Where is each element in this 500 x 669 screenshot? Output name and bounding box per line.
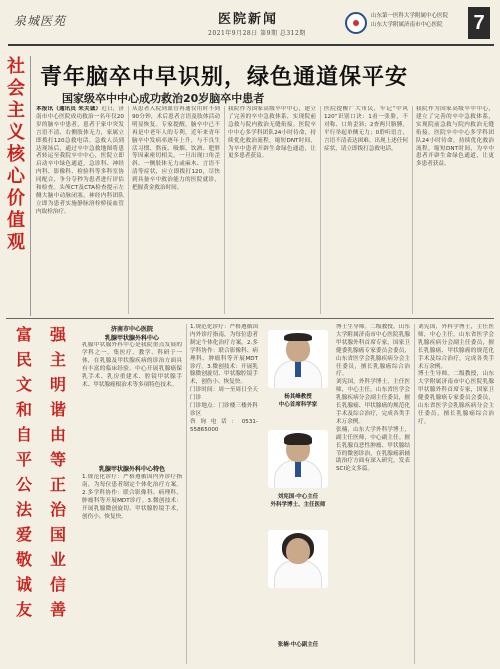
article2-col2-text: 1.规范化诊疗：严格遵循国内外诊疗指南，为每位患者制定个体化治疗方案。2.多学科协作：联合影像科、病理科、肿瘤科等开展MDT诊疗。3.微创技术：开展乳腺微创旋切、甲状腺腔镜手术，创伤小、恢复快。 [190,324,258,386]
doctor-photo-3 [268,530,328,588]
core-value-char: 和 [15,400,32,419]
core-value-char: 强 [49,325,66,344]
masthead [8,4,494,46]
page-number: 7 [468,7,490,39]
clinic-address: 门诊地点：门诊楼三楼外科诊区 [190,403,258,417]
article2-col2 [190,324,258,664]
slogan-char: 值 [7,210,25,231]
article1-col4: 医院提醒广大市民，牢记“中风120”识别口诀：1看一张脸，不对称、口角歪斜；2查两只胳膊，平行举起单侧无力；0聆听语言，言语不清表达困难。出现上述任何症状，请立即拨打急救电话。 [324,106,408,152]
divider [30,56,31,316]
slogan-char: 价 [7,188,25,209]
core-value-char: 信 [49,575,66,594]
slogan-char: 义 [7,122,25,143]
hospital-name-1: 山东第一医科大学附属中心医院 [371,13,449,19]
slogan-char: 核 [7,144,25,165]
core-value-char: 民 [15,350,32,369]
subheadline: 国家级卒中中心成功救治20岁脑卒中患者 [62,92,265,105]
hospital-name-2: 山东大学附属济南市中心医院 [371,22,443,28]
article3-p2-repeat: 刘宪国，外科学博士，主任医师，中心主任。山东省医学会乳腺疾病分会副主任委员，擅长乳腺癌、甲状腺癌的规范化手术及综合治疗，完成各类手术万余例。 [418,324,494,370]
doctor-name: 杨其峰教授 [284,394,312,400]
section-divider [6,318,494,319]
core-value-char: 由 [49,425,66,444]
divider [224,106,225,314]
article3-col1 [336,324,410,664]
core-value-char: 公 [15,475,32,494]
core-value-char: 爱 [15,525,32,544]
article2-features: 1.规范化诊疗：严格遵循国内外诊疗指南，为每位患者制定个体化治疗方案。2.多学科协作：联合影像科、病理科、肿瘤科等开展MDT诊疗。3.微创技术：开展乳腺微创旋切、甲状腺腔镜手术，创伤小、恢复快。 [82,474,182,520]
core-value-char: 文 [15,375,32,394]
article2-title [82,324,182,342]
hospital-logo-icon [345,12,367,34]
article2-intro: 乳腺甲状腺外科中心是我院重点发展的学科之一，集医疗、教学、科研于一体，在乳腺及甲状腺疾病的诊治方面具有丰富的临床经验。中心开展乳腺癌保乳手术、乳房重建术、腔镜甲状腺手术、甲状腺癌根治术等多项特色技术。 [82,342,182,388]
doctor-caption-1 [263,392,333,408]
core-values-left [8,322,40,622]
core-value-char: 敬 [15,550,32,569]
slogan-char: 会 [7,78,25,99]
article3-p1-repeat: 博士生导师。二级教授，山东大学附属济南市中心医院乳腺甲状腺外科首席专家，国家卫健委乳腺癌专家委员会委员，山东省医学会乳腺疾病分会主任委员，擅长乳腺癌综合治疗。 [418,371,494,425]
core-value-char: 等 [49,450,66,469]
article1-col1 [36,106,124,314]
core-value-char: 诚 [15,575,32,594]
headline: 青年脑卒中早识别，绿色通道保平安 [40,65,409,90]
article2-title-line1: 济南市中心医院 [110,326,153,333]
vertical-slogan [6,56,26,254]
issue-date: 2021年9月28日 第9期 总312期 [208,30,306,37]
slogan-char: 社 [7,56,25,77]
core-value-char: 主 [49,350,66,369]
divider [186,324,187,664]
core-value-char: 善 [49,600,66,619]
core-value-char: 明 [49,375,66,394]
core-value-char: 正 [49,475,66,494]
article1-col3: 我院作为国家高级卒中中心，建立了完善的卒中急救体系，实现院前急救与院内救治无缝衔接。医院卒中中心多学科团队24小时待命，持续优化救治流程，缩短DNT时间，为卒中患者开辟生命绿色通道，让更多患者获益。 [228,106,316,160]
slogan-char: 主 [7,100,25,121]
article1-col5: 我院作为国家高级卒中中心，建立了完善的卒中急救体系，实现院前急救与院内救治无缝衔接。医院卒中中心多学科团队24小时待命，持续优化救治流程，缩短DNT时间，为卒中患者开辟生命绿色通道，让更多患者获益。 [416,106,494,168]
core-value-char: 友 [15,600,32,619]
divider [414,324,415,664]
article1-text-1: 近日，济南市中心医院成功救治一名年仅20岁的脑卒中患者，患者于家中突发言语不清、右侧肢体无力，家属立即拨打120急救电话。急救人员到达现场后，通过卒中急救地图将患者转运至我院卒中中心，医院立即启动卒中绿色通道，急诊科、神经内科、影像科、检验科等多科室协同配合，争分夺秒为患者进行评估和检查。头颅CT及CTA检查提示左侧大脑中动脉闭塞，神经内科团队立即为患者实施静脉溶栓桥接血管内取栓治疗。 [36,106,124,215]
clinic-hours: 门诊时间：周一至周日全天门诊 [190,387,258,402]
hospital-names [371,12,448,30]
article3-p1: 博士生导师。二级教授，山东大学附属济南市中心医院乳腺甲状腺外科首席专家，国家卫健委乳腺癌专家委员会委员，山东省医学会乳腺疾病分会主任委员，擅长乳腺癌综合治疗。 [336,324,410,378]
doctor-title: 中心首席科学家 [278,402,318,408]
divider [320,106,321,314]
article3-p2: 刘宪国，外科学博士，主任医师，中心主任。山东省医学会乳腺疾病分会副主任委员，擅长乳腺癌、甲状腺癌的规范化手术及综合治疗，完成各类手术万余例。 [336,379,410,425]
byline: 本报讯（通讯员 朱关诚） [36,106,102,112]
article2-features-title: 乳腺甲状腺外科中心特色 [98,466,165,473]
article2-title-line2: 乳腺甲状腺外科中心 [104,335,159,342]
doctor-name: 刘宪国·中心主任 [277,494,319,500]
core-value-char: 谐 [49,400,66,419]
article1-col2: 从患者入院到血管再通仅用时不到90分钟，术后患者言语及肢体活动明显恢复。专家提醒，脑卒中已不再是中老年人的专利，近年来青年脑卒中发病率逐年上升，与不良生活习惯、熬夜、吸烟、饮酒、肥胖等因素密切相关。一旦出现口角歪斜、一侧肢体无力或麻木、言语不清等症状，应立即拨打120，尽快到具备卒中救治能力的医院就诊，把握黄金救治时间。 [132,106,220,192]
doctor-photo-2 [268,430,328,488]
divider [412,106,413,314]
doctor-name: 张楠·中心副主任 [277,642,319,648]
slogan-char: 心 [7,166,25,187]
core-value-char: 法 [15,500,32,519]
core-value-char: 平 [15,450,32,469]
doctor-photo-1 [268,330,328,388]
slogan-char: 观 [7,232,25,253]
core-values-right [42,322,74,622]
doctor-title: 外科学博士、主任医师 [270,502,326,508]
doctor-caption-2 [263,492,333,508]
divider [128,106,129,314]
core-value-char: 业 [49,550,66,569]
core-value-char: 自 [15,425,32,444]
core-value-char: 国 [49,525,66,544]
core-values-box [6,322,76,619]
newspaper-logo: 泉城医苑 [14,14,67,28]
core-value-char: 治 [49,500,66,519]
article3-p3: 张楠，山东大学外科学博士，副主任医师，中心副主任。擅长乳腺良恶性肿瘤、甲状腺结节的微创诊治，在乳腺癌新辅助治疗方面有深入研究，发表SCI论文多篇。 [336,426,410,473]
article3-col2 [418,324,494,664]
core-value-char: 富 [15,325,32,344]
clinic-phone: 咨询电话：0531-55865000 [190,418,258,433]
doctor-caption-3 [263,640,333,648]
section-title: 医院新闻 [218,12,279,27]
